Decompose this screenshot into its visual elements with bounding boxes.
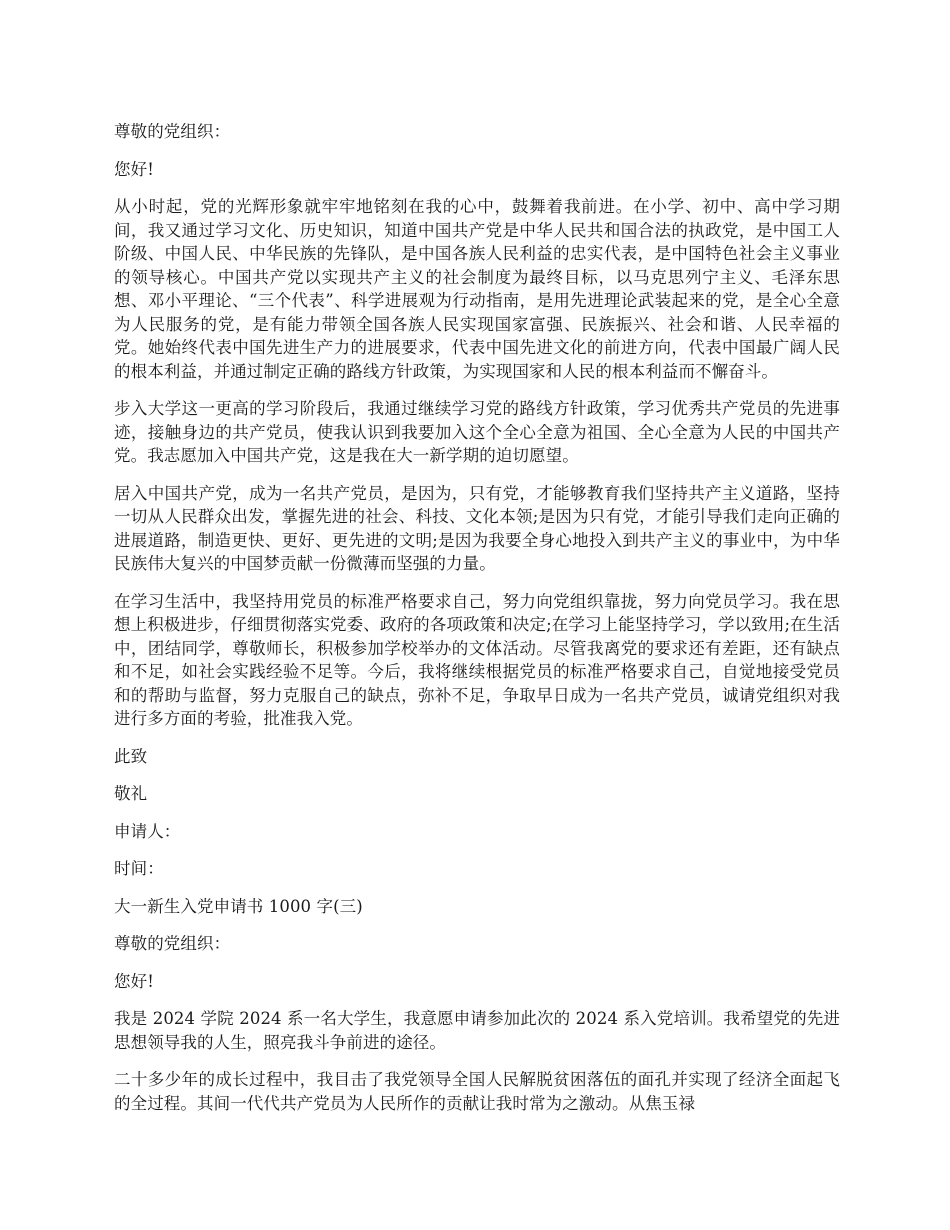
body-paragraph: 在学习生活中，我坚持用党员的标准严格要求自己，努力向党组织靠拢，努力向党员学习。我在思想上积极进步，仔细贯彻落实党委、政府的各项政策和决定;在学习上能坚持学习，学以致用;在生活中，团结同学，尊敬师长，积极参加学校举办的文体活动。尽管我离党的要求还有差距，还有缺点和不足，如社会实践经验不足等。今后，我将继续根据党员的标准严格要求自己，自觉地接受党员和的帮助与监督，努力克服自己的缺点，弥补不足，争取早日成为一名共产党员，诚请党组织对我进行多方面的考验，批准我入党。 (114, 591, 840, 728)
salutation: 尊敬的党组织： (114, 934, 231, 953)
greeting: 您好! (114, 971, 154, 991)
greeting: 您好! (114, 159, 154, 179)
body-paragraph: 居入中国共产党，成为一名共产党员，是因为，只有党，才能够教育我们坚持共产主义道路，坚持一切从人民群众出发，掌握先进的社会、科技、文化本领;是因为只有党，才能引导我们走向正确的进展道路，制造更快、更好、更先进的文明;是因为我要全身心地投入到共产主义的事业中，为中华民族伟大复兴的中国梦贡献一份微薄而坚强的力量。 (114, 483, 840, 573)
body-paragraph: 我是 2024 学院 2024 系一名大学生，我意愿申请参加此次的 2024 系入党培训。我希望党的先进思想领导我的人生，照亮我斗争前进的途径。 (114, 1009, 840, 1052)
date-label: 时间： (114, 859, 164, 878)
closing-line: 此致 (114, 746, 148, 766)
body-paragraph: 二十多少年的成长过程中，我目击了我党领导全国人民解脱贫困落伍的面孔并实现了经济全面起飞的全过程。其间一代代共产党员为人民所作的贡献让我时常为之激动。从焦玉禄 (114, 1070, 840, 1113)
salutation: 尊敬的党组织： (114, 122, 231, 141)
body-paragraph: 步入大学这一更高的学习阶段后，我通过继续学习党的路线方针政策，学习优秀共产党员的先进事迹，接触身边的共产党员，使我认识到我要加入这个全心全意为祖国、全心全意为人民的中国共产党。我志愿加入中国共产党，这是我在大一新学期的迫切愿望。 (114, 399, 840, 465)
document-page (114, 120, 840, 1129)
closing-regards: 敬礼 (114, 784, 148, 803)
body-paragraph: 从小时起，党的光辉形象就牢牢地铭刻在我的心中，鼓舞着我前进。在小学、初中、高中学习期间，我又通过学习文化、历史知识，知道中国共产党是中华人民共和国合法的执政党，是中国工人阶级、中国人民、中华民族的先锋队，是中国各族人民利益的忠实代表，是中国特色社会主义事业的领导核心。中国共产党以实现共产主义的社会制度为最终目标，以马克思列宁主义、毛泽东思想、邓小平理论、“三个代表”、科学进展观为行动指南，是用先进理论武装起来的党，是全心全意为人民服务的党，是有能力带领全国各族人民实现国家富强、民族振兴、社会和谐、人民幸福的党。她始终代表中国先进生产力的进展要求，代表中国先进文化的前进方向，代表中国最广阔人民的根本利益，并通过制定正确的路线方针政策，为实现国家和人民的根本利益而不懈奋斗。 (114, 197, 840, 381)
applicant-label: 申请人： (114, 821, 181, 841)
section-heading: 大一新生入党申请书 1000 字(三) (114, 896, 363, 916)
